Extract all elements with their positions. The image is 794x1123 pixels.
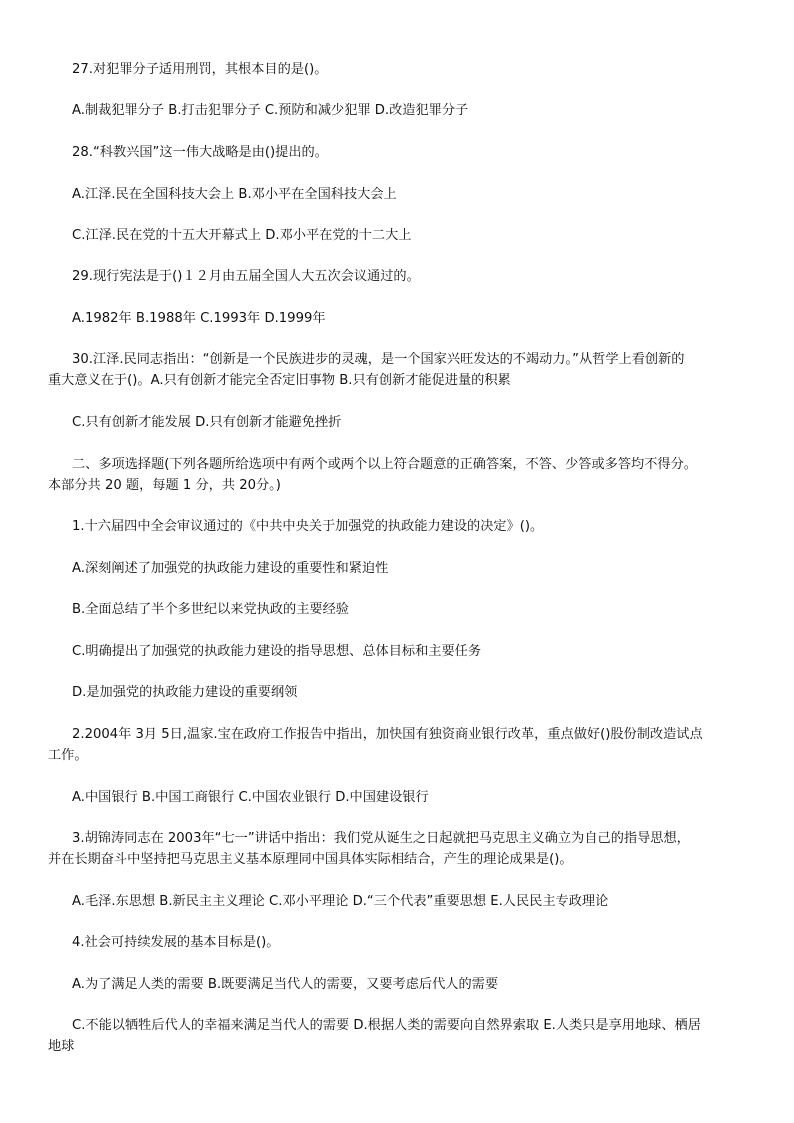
mc-question-4-options-cde: C.不能以牺牲后代人的幸福来满足当代人的需要 D.根据人类的需要向自然界索取 E.人类只是享用地球、栖居 bbox=[72, 1018, 701, 1033]
mc-question-1-option-a: A.深刻阐述了加强党的执政能力建设的重要性和紧迫性 bbox=[72, 561, 389, 576]
mc-question-1-option-d: D.是加强党的执政能力建设的重要纲领 bbox=[72, 685, 298, 700]
mc-question-2-options: A.中国银行 B.中国工商银行 C.中国农业银行 D.中国建设银行 bbox=[72, 790, 429, 805]
mc-question-3-line1: 3.胡锦涛同志在 2003年“七一”讲话中指出：我们党从诞生之日起就把马克思主义确立为自己的指导思想， bbox=[72, 831, 690, 846]
mc-question-4-options-ab: A.为了满足人类的需要 B.既要满足当代人的需要，又要考虑后代人的需要 bbox=[72, 977, 499, 992]
question-27: 27.对犯罪分子适用刑罚，其根本目的是()。 bbox=[72, 62, 328, 77]
mc-question-4: 4.社会可持续发展的基本目标是()。 bbox=[72, 935, 280, 950]
mc-question-1-option-b: B.全面总结了半个多世纪以来党执政的主要经验 bbox=[72, 602, 349, 617]
mc-question-3-line2: 并在长期奋斗中坚持把马克思主义基本原理同中国具体实际相结合，产生的理论成果是()。 bbox=[48, 852, 573, 867]
mc-question-3-options: A.毛泽.东思想 B.新民主主义理论 C.邓小平理论 D.“三个代表”重要思想 E.人民民主专政理论 bbox=[72, 894, 609, 909]
mc-question-2-line2: 工作。 bbox=[48, 748, 88, 763]
mc-question-1: 1.十六届四中全会审议通过的《中共中央关于加强党的执政能力建设的决定》()。 bbox=[72, 519, 544, 534]
question-30-options-cd: C.只有创新才能发展 D.只有创新才能避免挫折 bbox=[72, 415, 342, 430]
question-28-options-cd: C.江泽.民在党的十五大开幕式上 D.邓小平在党的十二大上 bbox=[72, 228, 412, 243]
mc-question-1-option-c: C.明确提出了加强党的执政能力建设的指导思想、总体目标和主要任务 bbox=[72, 644, 482, 659]
mc-question-2-line1: 2.2004年 3月 5日,温家.宝在政府工作报告中指出，加快国有独资商业银行改革，重点做好()股份制改造试点 bbox=[72, 727, 703, 742]
question-28-options-ab: A.江泽.民在全国科技大会上 B.邓小平在全国科技大会上 bbox=[72, 187, 397, 202]
question-29: 29.现行宪法是于()１２月由五届全国人大五次会议通过的。 bbox=[72, 269, 420, 284]
question-30-line2: 重大意义在于()。A.只有创新才能完全否定旧事物 B.只有创新才能促进量的积累 bbox=[48, 373, 511, 388]
mc-question-4-options-cde-cont: 地球 bbox=[48, 1039, 75, 1054]
section-heading-line2: 本部分共 20 题，每题 1 分，共 20分。) bbox=[48, 478, 281, 493]
question-27-options: A.制裁犯罪分子 B.打击犯罪分子 C.预防和减少犯罪 D.改造犯罪分子 bbox=[72, 103, 469, 118]
section-heading-line1: 二、多项选择题(下列各题所给选项中有两个或两个以上符合题意的正确答案，不答、少答或多答均不得分。 bbox=[72, 457, 697, 472]
question-28: 28.“科教兴国”这一伟大战略是由()提出的。 bbox=[72, 145, 328, 160]
question-30-line1: 30.江泽.民同志指出：“创新是一个民族进步的灵魂，是一个国家兴旺发达的不竭动力。”从哲学上看创新的 bbox=[72, 352, 685, 367]
question-29-options: A.1982年 B.1988年 C.1993年 D.1999年 bbox=[72, 311, 326, 326]
